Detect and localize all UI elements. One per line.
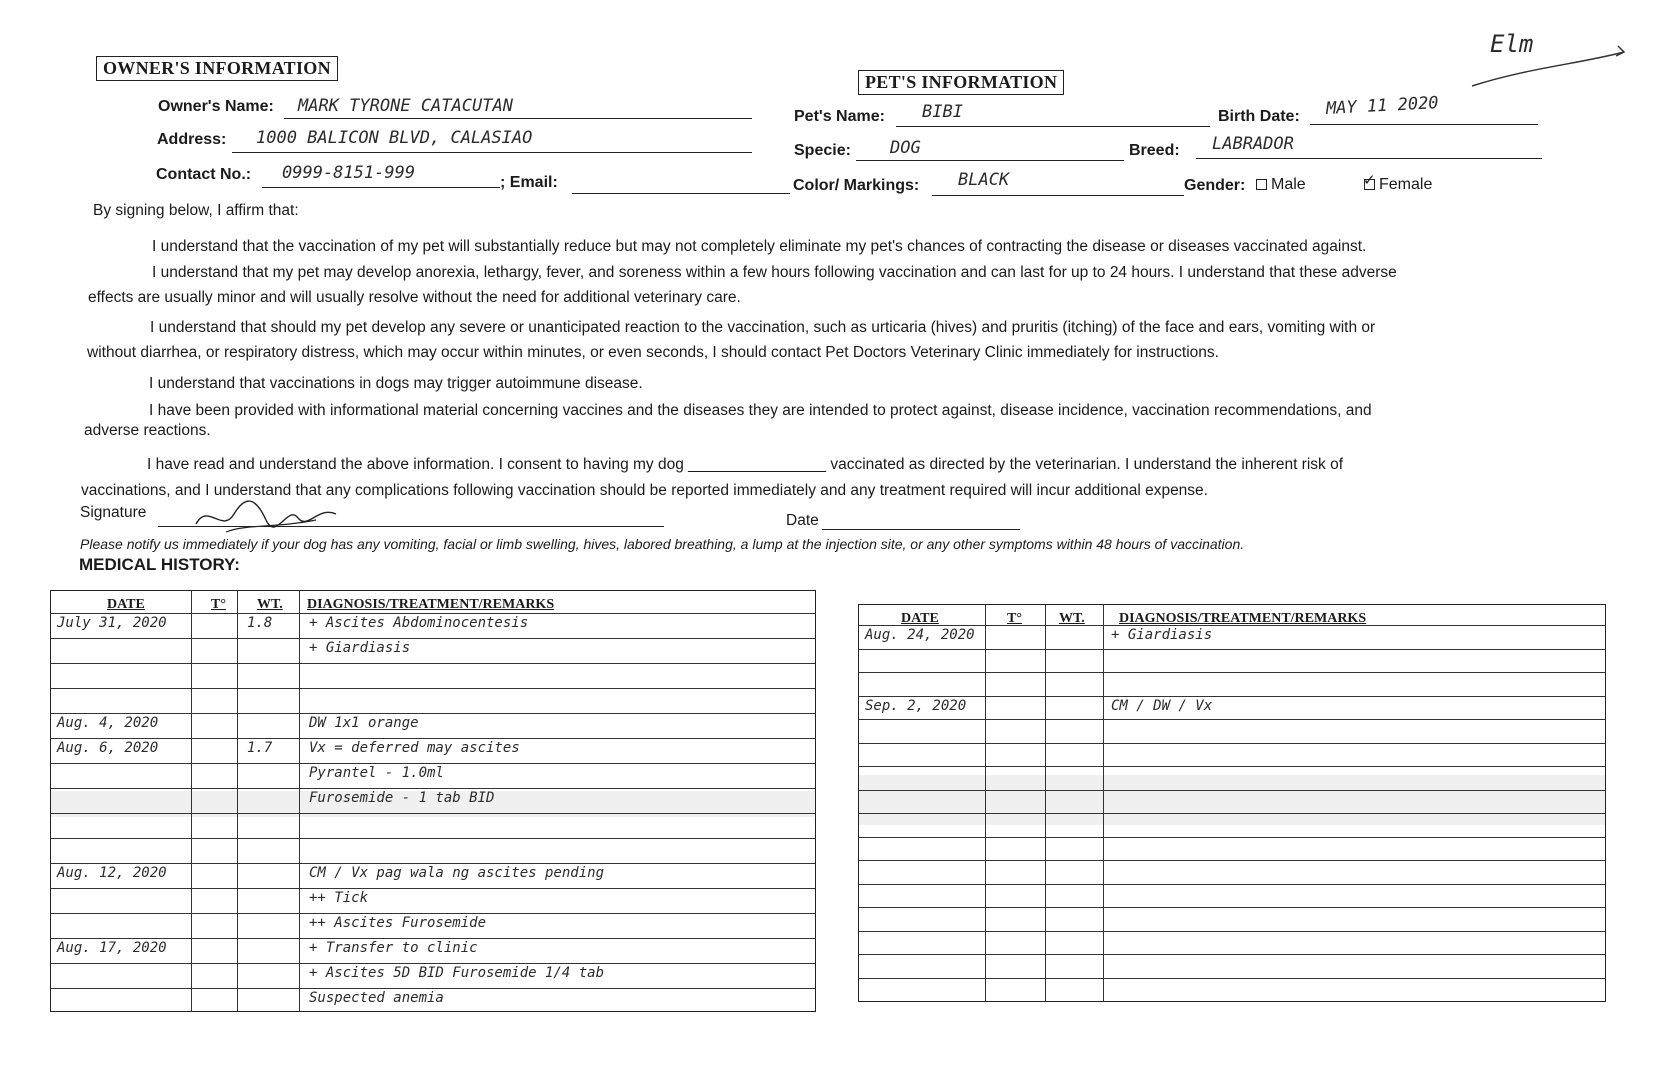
gender-male-checkbox[interactable] xyxy=(1256,179,1267,190)
signature-label: Signature xyxy=(80,504,147,521)
row-divider xyxy=(51,938,815,939)
consent-p5b: adverse reactions. xyxy=(84,422,211,439)
col-divider xyxy=(237,591,238,1011)
row-divider xyxy=(51,613,815,614)
owner-contact-value[interactable]: 0999-8151-999 xyxy=(282,163,416,183)
cell-remarks: DW 1x1 orange xyxy=(309,715,419,731)
row-divider xyxy=(859,837,1605,838)
header-temp: T° xyxy=(1007,611,1022,626)
pet-breed-value[interactable]: LABRADOR xyxy=(1212,134,1294,154)
notice-text: Please notify us immediately if your dog has any vomiting, facial or limb swelling, hives, labored breathing, a lump at the injection site, or any other symptoms within 48 hours of vaccination. xyxy=(80,536,1245,552)
pet-color-line xyxy=(932,195,1184,196)
row-divider xyxy=(859,625,1605,626)
consent-p6a: I have read and understand the above information. I consent to having my dog ________________ vaccinated as directed by the veterinarian. I understand the inherent risk of xyxy=(147,456,1344,473)
medical-table-left xyxy=(50,590,816,1012)
cell-date: Aug. 24, 2020 xyxy=(865,627,975,643)
consent-p3b: without diarrhea, or respiratory distress, which may occur within minutes, or even seconds, I should contact Pet Doctors Veterinary Clinic immediately for instructions. xyxy=(87,344,1219,361)
owner-name-value[interactable]: MARK TYRONE CATACUTAN xyxy=(298,96,513,116)
pet-birth-value[interactable]: MAY 11 2020 xyxy=(1325,93,1440,119)
owner-contact-line xyxy=(262,187,500,188)
row-divider xyxy=(859,954,1605,955)
col-divider xyxy=(1045,605,1046,1001)
consent-p2a: I understand that my pet may develop anorexia, lethargy, fever, and soreness within a few hours following vaccination and can last for up to 24 hours. I understand that these adverse xyxy=(152,264,1397,281)
row-divider xyxy=(859,813,1605,814)
row-divider xyxy=(51,663,815,664)
gender-female-label: Female xyxy=(1379,176,1433,193)
consent-p1: I understand that the vaccination of my pet will substantially reduce but may not completely eliminate my pet's chances of contracting the disease or diseases vaccinated against. xyxy=(152,238,1367,255)
owner-name-label: Owner's Name: xyxy=(158,98,274,115)
row-divider xyxy=(51,738,815,739)
pet-specie-line xyxy=(856,160,1124,161)
cell-remarks: + Ascites Abdominocentesis xyxy=(309,615,529,631)
col-divider xyxy=(299,591,300,1011)
header-remarks: DIAGNOSIS/TREATMENT/REMARKS xyxy=(1119,611,1367,626)
pet-color-value[interactable]: BLACK xyxy=(958,170,1010,190)
gender-male-option[interactable] xyxy=(1256,176,1306,194)
date-line xyxy=(822,529,1020,530)
cell-remarks: + Transfer to clinic xyxy=(309,940,478,956)
pet-section-title: PET'S INFORMATION xyxy=(858,70,1064,95)
row-divider xyxy=(51,913,815,914)
cell-remarks: Pyrantel - 1.0ml xyxy=(309,765,444,781)
owner-address-label: Address: xyxy=(157,131,227,148)
cell-date: July 31, 2020 xyxy=(57,615,167,631)
consent-p5a: I have been provided with informational material concerning vaccines and the diseases they are intended to protect against, disease incidence, vaccination recommendations, and xyxy=(149,402,1372,419)
owner-contact-label: Contact No.: xyxy=(156,166,252,183)
owner-address-line xyxy=(232,152,752,153)
consent-intro: By signing below, I affirm that: xyxy=(93,202,299,219)
medical-history-title: MEDICAL HISTORY: xyxy=(79,555,240,574)
pet-specie-value[interactable]: DOG xyxy=(890,138,921,158)
pet-specie-label: Specie: xyxy=(794,142,851,159)
cell-date: Sep. 2, 2020 xyxy=(865,697,967,714)
owner-section-title: OWNER'S INFORMATION xyxy=(96,56,338,81)
cell-remarks: Furosemide - 1 tab BID xyxy=(309,790,495,806)
owner-email-line xyxy=(572,193,790,194)
corner-arrow xyxy=(1468,42,1628,90)
row-divider xyxy=(859,907,1605,908)
header-temp: T° xyxy=(211,597,226,612)
row-divider xyxy=(859,790,1605,791)
header-weight: WT. xyxy=(257,597,283,612)
cell-date: Aug. 6, 2020 xyxy=(57,740,159,756)
row-divider xyxy=(51,638,815,639)
consent-p4: I understand that vaccinations in dogs may trigger autoimmune disease. xyxy=(149,375,643,392)
col-divider xyxy=(191,591,192,1011)
cell-date: Aug. 12, 2020 xyxy=(57,865,167,881)
header-weight: WT. xyxy=(1059,611,1085,626)
cell-wt: 1.7 xyxy=(247,740,273,756)
row-divider xyxy=(859,978,1605,979)
cell-remarks: + Giardiasis xyxy=(309,640,411,656)
cell-wt: 1.8 xyxy=(247,615,273,631)
row-divider xyxy=(51,688,815,689)
row-divider xyxy=(859,884,1605,885)
cell-remarks: CM / DW / Vx xyxy=(1111,697,1213,714)
pet-color-label: Color/ Markings: xyxy=(793,177,920,194)
col-divider xyxy=(985,605,986,1001)
row-divider xyxy=(51,963,815,964)
header-remarks: DIAGNOSIS/TREATMENT/REMARKS xyxy=(307,597,555,612)
cell-remarks: + Giardiasis xyxy=(1111,627,1213,643)
row-divider xyxy=(859,719,1605,720)
pet-name-line xyxy=(896,126,1210,127)
cell-remarks: ++ Ascites Furosemide xyxy=(309,915,487,931)
row-divider xyxy=(859,931,1605,932)
row-divider xyxy=(51,713,815,714)
gender-female-check-mark: ✓ xyxy=(1363,172,1376,190)
row-divider xyxy=(859,860,1605,861)
gender-male-label: Male xyxy=(1271,176,1306,193)
row-divider xyxy=(859,743,1605,744)
row-divider xyxy=(51,888,815,889)
gender-female-option[interactable] xyxy=(1363,172,1433,194)
header-date: DATE xyxy=(107,597,145,612)
consent-p3a: I understand that should my pet develop any severe or unanticipated reaction to the vaccination, such as urticaria (hives) and pruritis (itching) of the face and ears, vomiting with or xyxy=(150,319,1376,336)
cell-remarks: + Ascites 5D BID Furosemide 1/4 tab xyxy=(309,965,605,981)
date-label: Date xyxy=(786,512,819,529)
medical-table-right xyxy=(858,604,1606,1002)
shade-band xyxy=(859,775,1605,825)
corner-note: Elm xyxy=(1490,30,1534,58)
pet-gender-label: Gender: xyxy=(1184,177,1246,194)
row-divider xyxy=(859,649,1605,650)
pet-breed-line xyxy=(1196,158,1542,159)
row-divider xyxy=(51,838,815,839)
header-date: DATE xyxy=(901,611,939,626)
row-divider xyxy=(859,766,1605,767)
row-divider xyxy=(51,813,815,814)
owner-name-line xyxy=(284,118,752,119)
pet-birth-label: Birth Date: xyxy=(1218,108,1300,125)
row-divider xyxy=(51,863,815,864)
cell-remarks: ++ Tick xyxy=(309,890,369,906)
row-divider xyxy=(51,763,815,764)
row-divider xyxy=(51,788,815,789)
owner-email-label: ; Email: xyxy=(500,174,558,191)
row-divider xyxy=(859,696,1605,697)
row-divider xyxy=(859,672,1605,673)
cell-remarks: Suspected anemia xyxy=(309,990,444,1006)
row-divider xyxy=(51,988,815,989)
consent-p6b: vaccinations, and I understand that any complications following vaccination should be reported immediately and any treatment required will incur additional expense. xyxy=(81,482,1208,499)
consent-p2b: effects are usually minor and will usually resolve without the need for additional veterinary care. xyxy=(88,289,741,306)
owner-address-value[interactable]: 1000 BALICON BLVD, CALASIAO xyxy=(256,128,533,148)
cell-remarks: Vx = deferred may ascites xyxy=(309,740,520,756)
cell-date: Aug. 4, 2020 xyxy=(57,715,159,731)
cell-remarks: CM / Vx pag wala ng ascites pending xyxy=(309,865,605,881)
col-divider xyxy=(1103,605,1104,1001)
pet-breed-label: Breed: xyxy=(1129,142,1180,159)
cell-date: Aug. 17, 2020 xyxy=(57,940,167,956)
pet-name-value[interactable]: BIBI xyxy=(922,102,963,122)
pet-birth-line xyxy=(1310,124,1538,125)
pet-name-label: Pet's Name: xyxy=(794,108,885,125)
gender-female-checkbox[interactable] xyxy=(1363,172,1376,190)
